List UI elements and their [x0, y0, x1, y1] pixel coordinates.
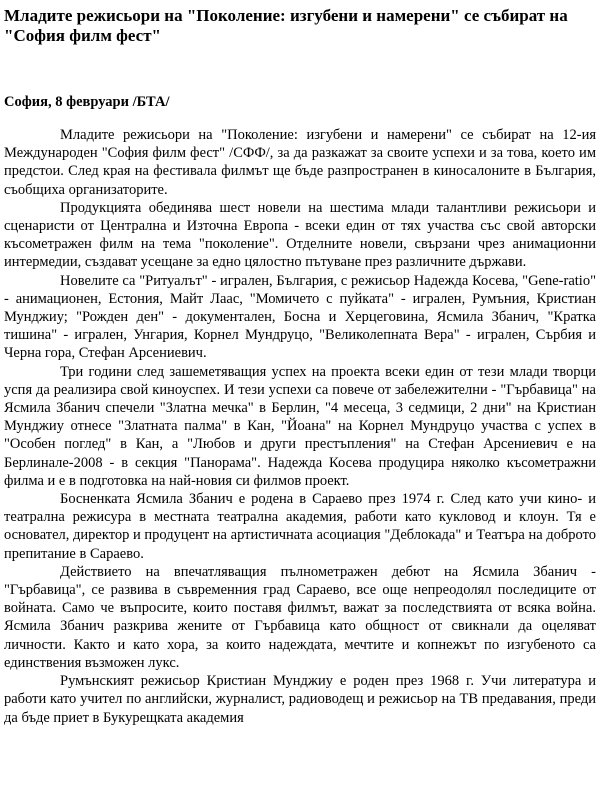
paragraph: Румънският режисьор Кристиан Мунджиу е роден през 1968 г. Учи литература и работи като учител по английски, журналист, радиоводещ и режисьор на ТВ предавания, преди да бъде приет в Букурещката академия: [4, 673, 596, 726]
paragraph: Три години след зашеметяващия успех на проекта всеки един от тези млади творци успя да реализира свой киноуспех. И тези успехи са повече от забележителни - "Гърбавица" на Ясмила Збанич спечели "Златна мечка" в Берлин, "4 месеца, 3 седмици, 2 дни" на Кристиан Мунджиу отнесе "Златната палма" в Кан, "Йоана" на Корнел Мундруцо участва с успех в "Особен поглед" в Кан, а "Любов и други престъпления" на Стефан Арсениевич е на Берлинале-2008 - в секция "Панорама". Надежда Косева продуцира няколко късометражни филма и е в подготовка на най-новия си филмов проект.: [4, 363, 596, 489]
article-title: Младите режисьори на "Поколение: изгубени и намерени" се събират на "София филм фест": [4, 6, 568, 45]
paragraph: Действието на впечатляващия пълнометражен дебют на Ясмила Збанич - "Гърбавица", се развива в съвременния град Сараево, все още непреодолял последиците от войната. Само че въпросите, които поставя филмът, важат за последствията от всяка война. Ясмила Збанич разкрива жените от Гърбавица като общност от свикнали да оцеляват личности. Както и като хора, за които надеждата, мечтите и копнежът по изгубеното са единствения възможен лукс.: [4, 563, 596, 671]
article-body: [4, 126, 596, 727]
dateline: София, 8 февруари /БТА/: [4, 94, 170, 110]
paragraph: Босненката Ясмила Збанич е родена в Сараево през 1974 г. След като учи кино- и театрална режисура в местната театрална академия, работи като кукловод и клоун. Тя е основател, директор и продуцент на артистичната асоциация "Деблокада" и Театъра на доброто препитание в Сараево.: [4, 491, 596, 562]
paragraph: Новелите са "Ритуалът" - игрален, България, с режисьор Надежда Косева, "Gene-ratio" - анимационен, Естония, Майт Лаас, "Момичето с пуйката" - игрален, Румъния, Кристиан Мунджиу; "Рожден ден" - документален, Босна и Херцеговина, Ясмила Збанич, "Кратка тишина" - игрален, Унгария, Корнел Мундруцо, "Великолепната Вера" - игрален, Сърбия и Черна гора, Стефан Арсениевич.: [4, 272, 596, 362]
paragraph: Продукцията обединява шест новели на шестима млади талантливи режисьори и сценаристи от Централна и Източна Европа - всеки един от тях участва със свой авторски късометражен филм на тема "поколение". Отделните новели, свързани чрез анимационни интермедии, създават усещане за едно цялостно пътуване през различните държави.: [4, 199, 596, 271]
paragraph: Младите режисьори на "Поколение: изгубени и намерени" се събират на 12-ия Международен "София филм фест" /СФФ/, за да разкажат за своите успехи и за това, което им предстои. След края на фестивала филмът ще бъде разпространен в киносалоните в България, съобщиха организаторите.: [4, 127, 596, 198]
